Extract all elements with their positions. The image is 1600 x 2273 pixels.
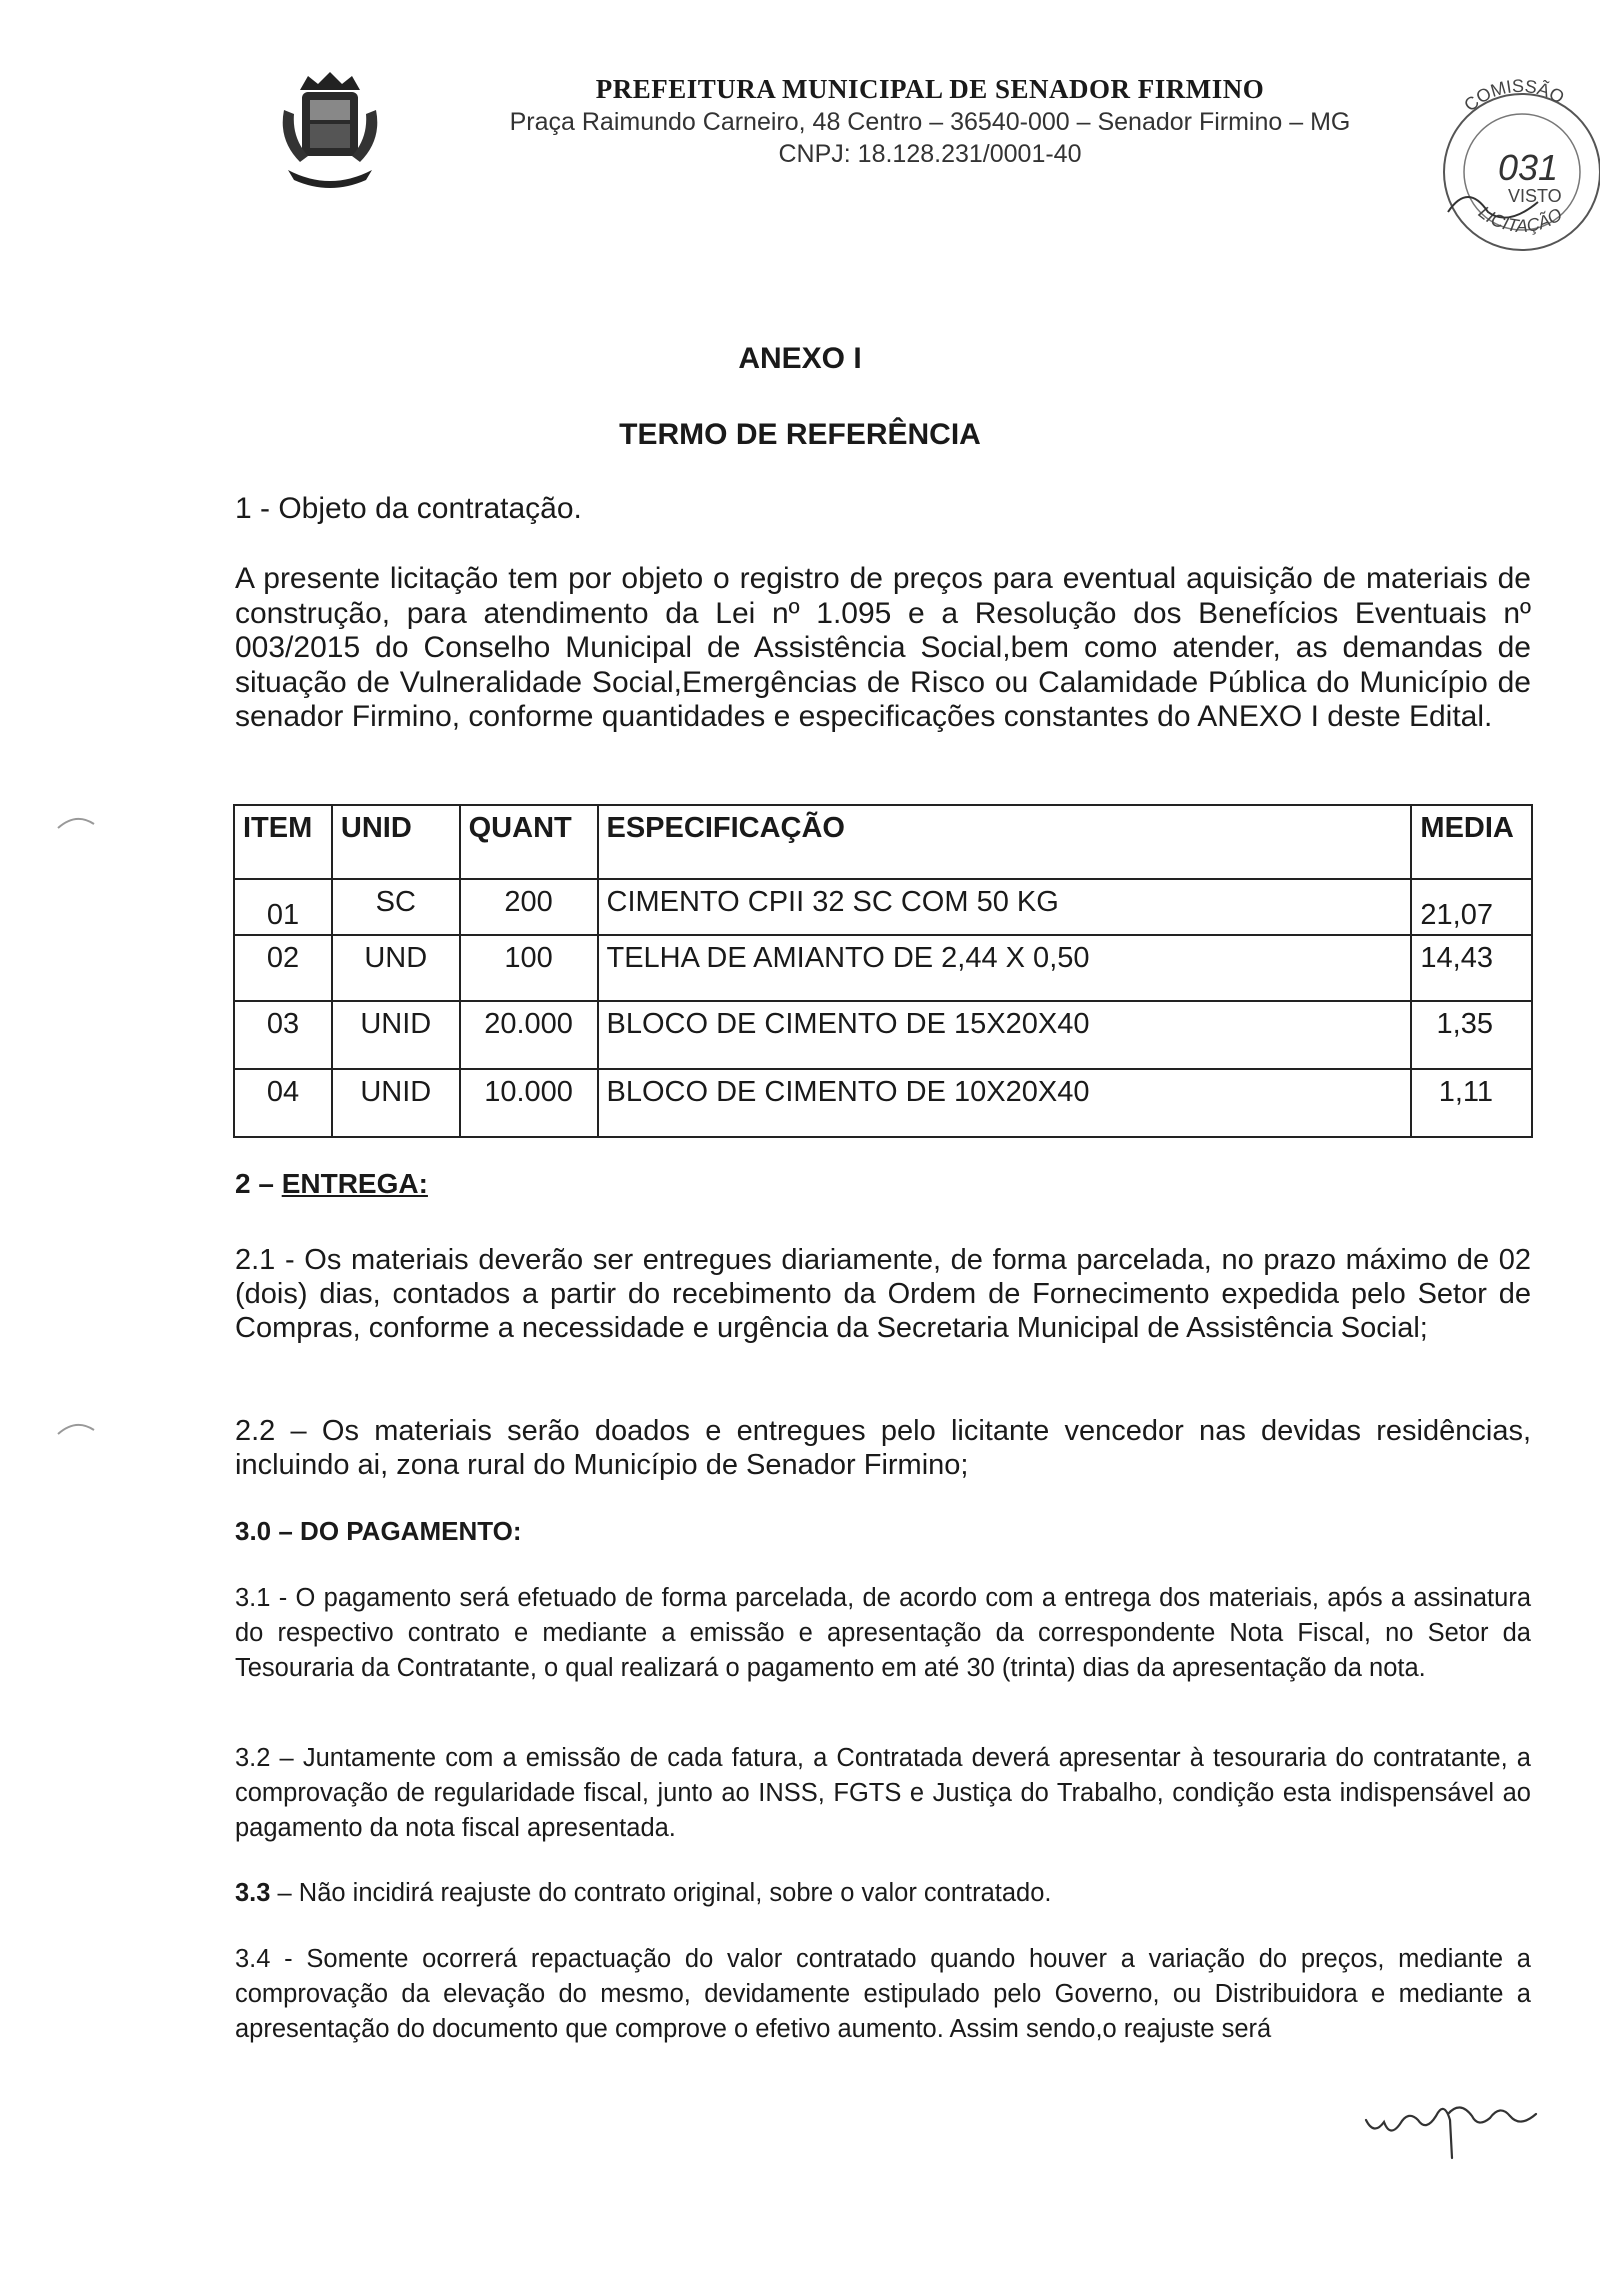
section3-paragraph-1: 3.1 - O pagamento será efetuado de forma parcelada, de acordo com a entrega dos materiais, após a assinatura do respectivo contrato e mediante a emissão e apresentação da correspondente Nota Fiscal, no Setor da Tesouraria da Contratante, o qual realizará o pagamento em até 30 (trinta) dias da apresentação da nota. bbox=[235, 1584, 1531, 1682]
municipal-crest-logo bbox=[278, 70, 382, 194]
col-header-quant: QUANT bbox=[460, 805, 598, 879]
cell-especificacao: BLOCO DE CIMENTO DE 15X20X40 bbox=[598, 1001, 1412, 1069]
margin-mark bbox=[56, 812, 96, 830]
cell-especificacao: CIMENTO CPII 32 SC COM 50 KG bbox=[598, 879, 1412, 935]
cell-unid: UNID bbox=[332, 1069, 460, 1137]
section2-paragraph-1: 2.1 - Os materiais deverão ser entregues diariamente, de forma parcelada, no prazo máximo de 02 (dois) dias, contados a partir do recebimento da Ordem de Fornecimento expedida pelo Setor de Compras, conforme a necessidade e urgência da Secretaria Municipal de Assistência Social; bbox=[235, 1244, 1531, 1344]
stamp-number: 031 bbox=[1498, 147, 1559, 188]
cell-unid: UND bbox=[332, 935, 460, 1001]
stamp-visto: VISTO bbox=[1508, 186, 1562, 206]
document-title: TERMO DE REFERÊNCIA bbox=[619, 418, 981, 451]
cell-especificacao: BLOCO DE CIMENTO DE 10X20X40 bbox=[598, 1069, 1412, 1137]
section3-paragraph-3 bbox=[235, 1876, 1531, 1911]
annex-title: ANEXO I bbox=[738, 342, 862, 375]
col-header-item: ITEM bbox=[234, 805, 332, 879]
cell-item: 03 bbox=[234, 1001, 332, 1069]
cell-item: 01 bbox=[234, 879, 332, 935]
col-header-unid: UNID bbox=[332, 805, 460, 879]
header-address: Praça Raimundo Carneiro, 48 Centro – 36540-000 – Senador Firmino – MG bbox=[509, 108, 1351, 136]
cell-unid: UNID bbox=[332, 1001, 460, 1069]
table-header-row bbox=[234, 805, 1532, 879]
section3-paragraph-3-number: 3.3 bbox=[235, 1879, 271, 1907]
section1-heading: 1 - Objeto da contratação. bbox=[235, 492, 582, 525]
header-title: PREFEITURA MUNICIPAL DE SENADOR FIRMINO bbox=[595, 74, 1265, 104]
section2-heading-prefix: 2 – bbox=[235, 1168, 282, 1199]
table-row bbox=[234, 935, 1532, 1001]
table-row bbox=[234, 1001, 1532, 1069]
section3-heading: 3.0 – DO PAGAMENTO: bbox=[235, 1516, 522, 1546]
section3-paragraph-3-text: – Não incidirá reajuste do contrato original, sobre o valor contratado. bbox=[270, 1879, 1052, 1907]
cell-unid: SC bbox=[332, 879, 460, 935]
section2-paragraph-2: 2.2 – Os materiais serão doados e entregues pelo licitante vencedor nas devidas residências, incluindo ai, zona rural do Município de Senador Firmino; bbox=[235, 1415, 1531, 1481]
cell-media: 21,07 bbox=[1411, 879, 1532, 935]
svg-text:COMISSÃO bbox=[1460, 76, 1567, 115]
cell-quant: 100 bbox=[460, 935, 598, 1001]
section2-heading bbox=[235, 1168, 428, 1200]
section1-body: A presente licitação tem por objeto o registro de preços para eventual aquisição de materiais de construção, para atendimento da Lei nº 1.095 e a Resolução dos Benefícios Eventuais nº 003/2015 do Conselho Municipal de Assistência Social,bem como atender, as demandas de situação de Vulneralidade Social,Emergências de Risco ou Calamidade Pública do Município de senador Firmino, conforme quantidades e especificações constantes do ANEXO I deste Edital. bbox=[235, 562, 1531, 733]
margin-mark bbox=[56, 1418, 96, 1436]
cell-media: 1,35 bbox=[1411, 1001, 1532, 1069]
cell-item: 02 bbox=[234, 935, 332, 1001]
section3-paragraph-2: 3.2 – Juntamente com a emissão de cada fatura, a Contratada deverá apresentar à tesouraria do contratante, a comprovação de regularidade fiscal, junto ao INSS, FGTS e Justiça do Trabalho, condição esta indispensável ao pagamento da nota fiscal apresentada. bbox=[235, 1744, 1531, 1842]
handwritten-signature bbox=[1360, 2080, 1550, 2170]
table-row bbox=[234, 879, 1532, 935]
cell-media: 1,11 bbox=[1411, 1069, 1532, 1137]
section2-heading-word: ENTREGA: bbox=[281, 1168, 428, 1199]
commission-stamp bbox=[1428, 62, 1600, 258]
table-row bbox=[234, 1069, 1532, 1137]
col-header-especificacao: ESPECIFICAÇÃO bbox=[598, 805, 1412, 879]
cell-quant: 10.000 bbox=[460, 1069, 598, 1137]
section3-paragraph-4: 3.4 - Somente ocorrerá repactuação do valor contratado quando houver a variação do preços, mediante a comprovação da elevação do mesmo, devidamente estipulado pelo Governo, ou Distribuidora e mediante a apresentação do documento que comprove o efetivo aumento. Assim sendo,o reajuste será bbox=[235, 1945, 1531, 2043]
stamp-bottom-text: LICITAÇÃO bbox=[1474, 202, 1566, 236]
materials-table bbox=[233, 804, 1533, 1138]
cell-item: 04 bbox=[234, 1069, 332, 1137]
cell-quant: 200 bbox=[460, 879, 598, 935]
cell-quant: 20.000 bbox=[460, 1001, 598, 1069]
col-header-media: MEDIA bbox=[1411, 805, 1532, 879]
svg-text:LICITAÇÃO bbox=[1475, 202, 1566, 236]
cell-media: 14,43 bbox=[1411, 935, 1532, 1001]
stamp-top-text: COMISSÃO bbox=[1460, 75, 1568, 116]
cell-especificacao: TELHA DE AMIANTO DE 2,44 X 0,50 bbox=[598, 935, 1412, 1001]
header-cnpj: CNPJ: 18.128.231/0001-40 bbox=[778, 140, 1082, 168]
